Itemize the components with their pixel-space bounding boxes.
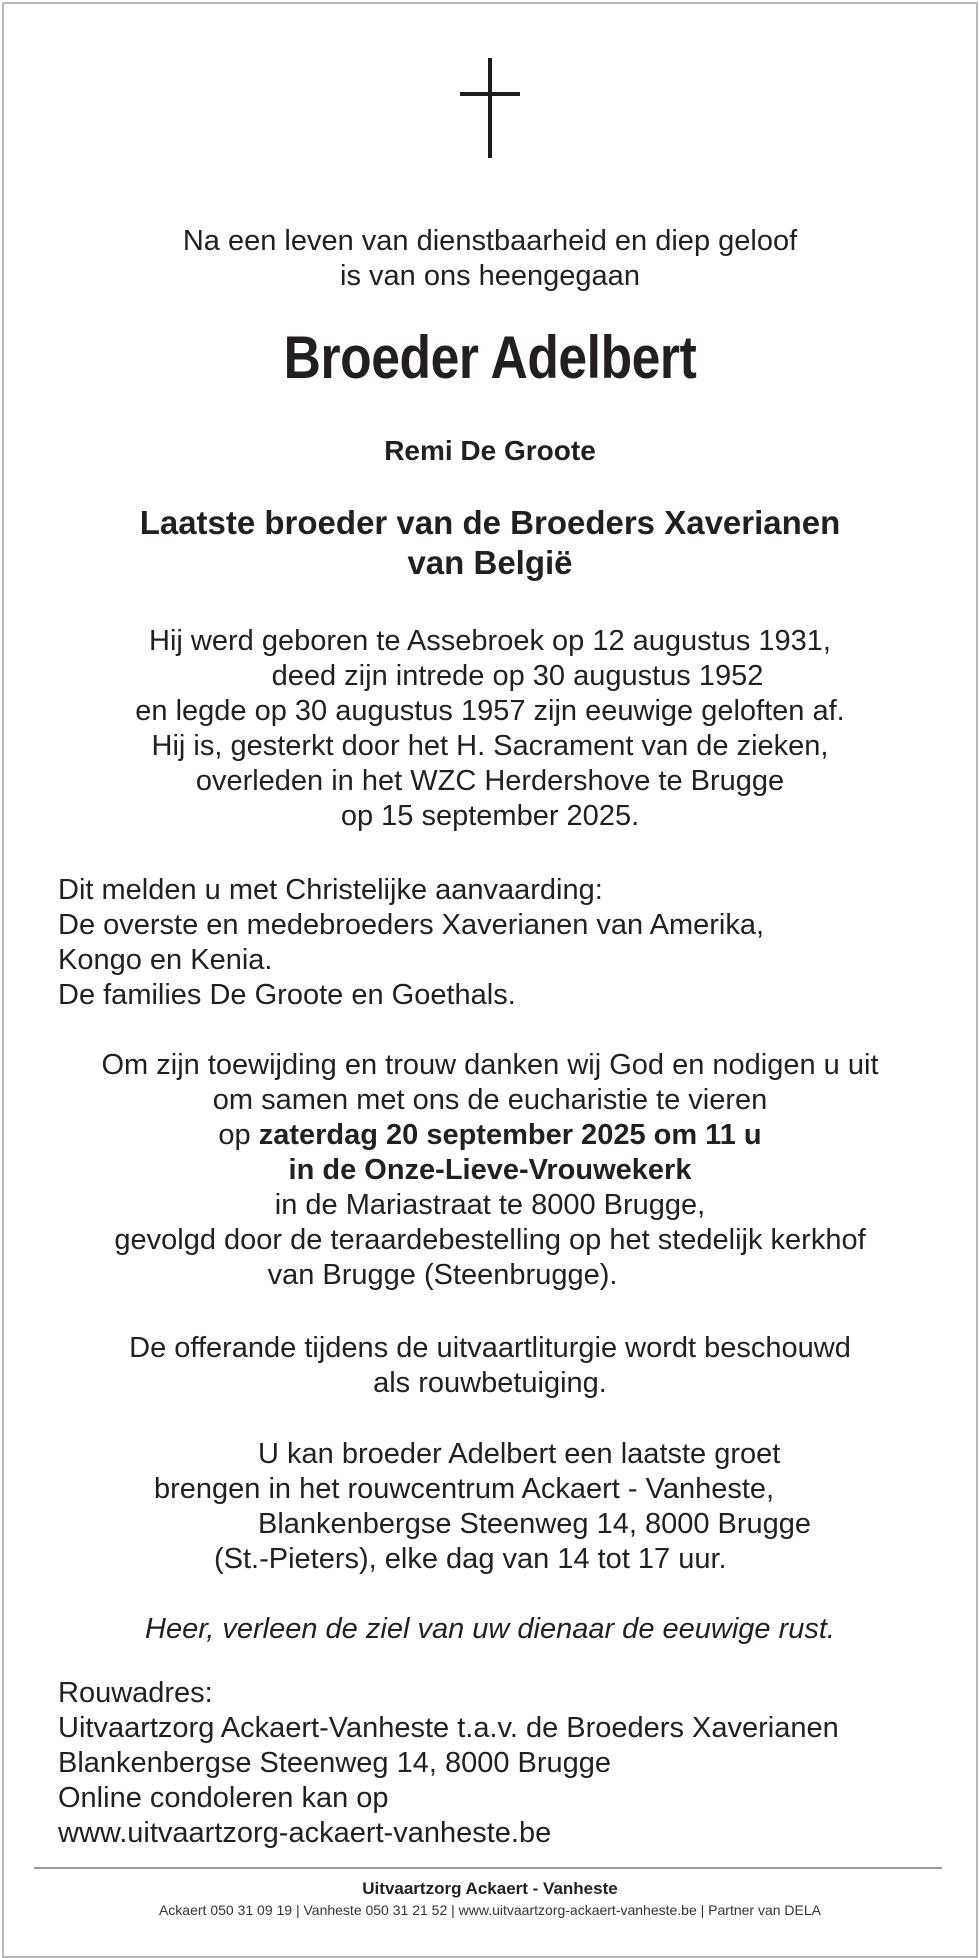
offering-line: als rouwbetuiging.	[373, 1367, 607, 1399]
footer-company: Uitvaartzorg Ackaert - Vanheste	[362, 1879, 618, 1898]
offering-note	[0, 1331, 980, 1401]
offering-line: De offerande tijdens de uitvaartliturgie wordt beschouwd	[129, 1332, 851, 1364]
bio-line: overleden in het WZC Herdershove te Brugge	[195, 765, 785, 797]
intro-text	[0, 224, 980, 294]
bio-line: op 15 september 2025.	[340, 800, 640, 832]
address-line: Blankenbergse Steenweg 14, 8000 Brugge	[58, 1747, 612, 1779]
visitation-line: Blankenbergse Steenweg 14, 8000 Brugge	[258, 1508, 812, 1540]
bio-line: Hij werd geboren te Assebroek op 12 augustus 1931,	[149, 625, 831, 657]
service-date-prefix: op	[218, 1119, 259, 1151]
deceased-name: Broeder Adelbert	[283, 324, 697, 391]
visitation-line: brengen in het rouwcentrum Ackaert - Vanheste,	[154, 1473, 775, 1505]
service-line: in de Mariastraat te 8000 Brugge,	[274, 1189, 706, 1221]
condolence-link[interactable]: www.uitvaartzorg-ackaert-vanheste.be	[58, 1817, 552, 1849]
civil-name: Remi De Groote	[384, 435, 596, 466]
bio-line: Hij is, gesterkt door het H. Sacrament van de zieken,	[151, 730, 829, 762]
announcement-line: De families De Groote en Goethals.	[58, 979, 516, 1011]
service-line: van Brugge (Steenbrugge).	[267, 1259, 618, 1291]
service-date	[0, 1118, 980, 1153]
visitation-line: U kan broeder Adelbert een laatste groet	[258, 1438, 781, 1470]
prayer	[0, 1612, 980, 1647]
bio-line: deed zijn intrede op 30 augustus 1952	[271, 660, 764, 692]
announcement-line: Kongo en Kenia.	[58, 944, 273, 976]
role-line: van België	[407, 544, 573, 581]
mourning-address	[58, 1676, 839, 1851]
footer-divider	[34, 1867, 942, 1869]
funeral-service	[0, 1048, 980, 1293]
service-line: gevolgd door de teraardebestelling op het stedelijk kerkhof	[114, 1224, 866, 1256]
footer-contact: Ackaert 050 31 09 19 | Vanheste 050 31 21 52 | www.uitvaartzorg-ackaert-vanheste.be | Partner van DELA	[158, 1902, 822, 1918]
intro-line: Na een leven van dienstbaarheid en diep geloof	[182, 225, 798, 257]
address-heading: Rouwadres:	[58, 1677, 213, 1709]
service-line: Om zijn toewijding en trouw danken wij God en nodigen u uit	[101, 1049, 879, 1081]
service-church	[0, 1153, 980, 1188]
prayer-line: Heer, verleen de ziel van uw dienaar de eeuwige rust.	[145, 1613, 835, 1645]
address-line: Uitvaartzorg Ackaert-Vanheste t.a.v. de Broeders Xaverianen	[58, 1712, 839, 1744]
service-line: om samen met ons de eucharistie te vieren	[212, 1084, 768, 1116]
address-line: Online condoleren kan op	[58, 1782, 389, 1814]
bio-line: en legde op 30 augustus 1957 zijn eeuwige geloften af.	[135, 695, 845, 727]
role-line: Laatste broeder van de Broeders Xaverianen	[139, 504, 841, 541]
intro-line: is van ons heengegaan	[340, 260, 640, 292]
service-church-bold: in de Onze-Lieve-Vrouwekerk	[288, 1154, 692, 1186]
service-date-bold: zaterdag 20 september 2025 om 11 u	[258, 1119, 762, 1151]
announcement-line: De overste en medebroeders Xaverianen van Amerika,	[58, 909, 765, 941]
biography	[0, 624, 980, 834]
visitation-line: (St.-Pieters), elke dag van 14 tot 17 uur.	[214, 1543, 727, 1575]
cross-icon	[460, 58, 520, 158]
announcement-line: Dit melden u met Christelijke aanvaarding:	[58, 874, 603, 906]
role-title	[0, 503, 980, 583]
announcement	[58, 873, 764, 1013]
